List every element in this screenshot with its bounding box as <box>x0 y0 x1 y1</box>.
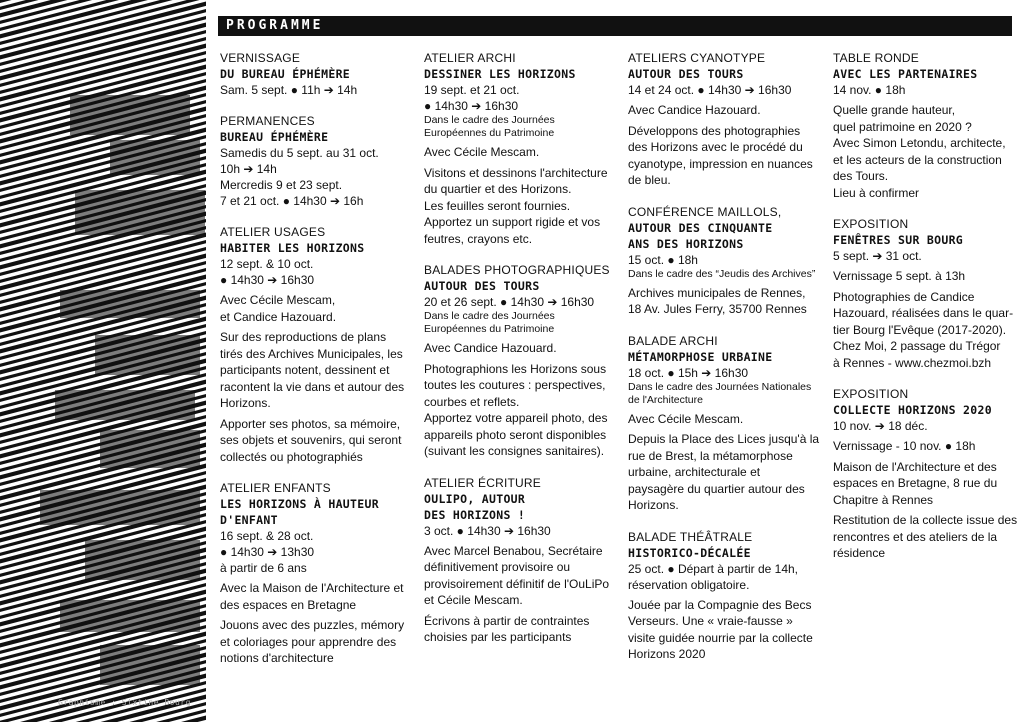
event-description-line: des Tours. <box>833 169 889 183</box>
event-category: ATELIER ÉCRITURE <box>424 475 541 490</box>
event-description <box>628 102 824 119</box>
event-date-line: 14 nov. ● 18h <box>833 83 906 97</box>
event-title <box>628 66 824 82</box>
event-description-line: définitivement provisoire ou <box>424 560 571 574</box>
event-description-line: Hazouard, réalisées dans le quar- <box>833 306 1014 320</box>
event-description <box>220 617 416 667</box>
event-description <box>833 268 1024 285</box>
event-title-line: HABITER LES HORIZONS <box>220 241 365 255</box>
event-description-line: Lieu à confirmer <box>833 185 920 200</box>
event-description-line: Apportez votre appareil photo, des <box>424 411 608 425</box>
event-description-line: Visitons et dessinons l'architecture <box>424 165 608 180</box>
event-title <box>424 491 620 523</box>
event-description-line: du quartier et des Horizons. <box>424 182 572 196</box>
event-title-line: AUTOUR DES TOURS <box>628 67 744 81</box>
event-description-line: Vernissage 5 sept. à 13h <box>833 269 966 283</box>
event-description-line: Jouée par la Compagnie des Becs <box>628 597 812 612</box>
event-note-line: Dans le cadre des Journées Nationales <box>628 380 812 393</box>
event-description-line: tirés des Archives Municipales, les <box>220 346 403 361</box>
event-description-line: Verseurs. Une « vraie-fausse » <box>628 614 793 628</box>
event-date-line: 3 oct. ● 14h30 ➔ 16h30 <box>424 523 551 538</box>
event-block <box>424 262 620 460</box>
event-description-line: racontent la vie dans et autour des <box>220 379 405 394</box>
event-title-line: FENÊTRES SUR BOURG <box>833 233 964 247</box>
event-description-line: Chapitre à Rennes <box>833 492 934 507</box>
event-description <box>833 289 1024 372</box>
event-date <box>220 145 416 209</box>
event-description-line: visite guidée nourrie par la collecte <box>628 630 813 645</box>
event-date <box>628 252 824 268</box>
event-description-line: Développons des photographies <box>628 123 801 138</box>
event-description-line: Avec Candice Hazouard. <box>424 341 557 355</box>
event-category: CONFÉRENCE MAILLOLS, <box>628 204 782 219</box>
event-title-line: AUTOUR DES TOURS <box>424 279 540 293</box>
event-block <box>220 224 416 465</box>
event-description-line: Avec Simon Letondu, architecte, <box>833 136 1006 150</box>
event-description-line: Photographies de Candice <box>833 289 975 304</box>
event-description-line: Quelle grande hauteur, <box>833 103 956 117</box>
programme-column <box>424 50 620 661</box>
event-description <box>220 580 416 613</box>
event-description-line: (suivant les consignes sanitaires). <box>424 444 605 458</box>
event-description-line: Apportez un support rigide et vos <box>424 215 601 229</box>
event-title <box>833 66 1024 82</box>
event-description-line: Avec Cécile Mescam. <box>628 411 744 426</box>
programme-header <box>218 16 1012 36</box>
event-date-line: 10h ➔ 14h <box>220 162 277 176</box>
event-description <box>220 416 416 466</box>
event-title-line: AVEC LES PARTENAIRES <box>833 67 978 81</box>
event-date <box>424 82 620 114</box>
event-description-line: paysagère du quartier autour des <box>628 481 805 496</box>
event-category: BALADE THÉÂTRALE <box>628 529 753 544</box>
programme-title: PROGRAMME <box>226 18 324 33</box>
event-description-line: Depuis la Place des Lices jusqu'à la <box>628 432 820 446</box>
event-description-line: choisies par les participants <box>424 630 572 644</box>
event-description-line: cyanotype, impression en nuances <box>628 156 813 171</box>
event-title <box>220 66 416 82</box>
event-description-line: Maison de l'Architecture et des <box>833 459 997 474</box>
event-description <box>424 340 620 357</box>
event-description-line: 18 Av. Jules Ferry, 35700 Rennes <box>628 302 807 316</box>
event-date-line: 7 et 21 oct. ● 14h30 ➔ 16h <box>220 194 364 208</box>
event-description-line: Jouons avec des puzzles, mémory <box>220 618 405 632</box>
event-block <box>628 50 824 189</box>
event-description-line: Avec la Maison de l'Architecture et <box>220 581 404 595</box>
event-description-line: tier Bourg l'Evêque (2017-2020). <box>833 322 1007 337</box>
event-description <box>424 361 620 460</box>
event-category: ATELIERS CYANOTYPE <box>628 51 766 65</box>
event-date <box>424 523 620 539</box>
event-date <box>424 294 620 310</box>
event-description <box>424 613 620 646</box>
event-description-line: de bleu. <box>628 173 671 187</box>
event-description-line: appareils photo seront disponibles <box>424 427 607 442</box>
event-description-line: Restitution de la collecte issue des <box>833 513 1018 527</box>
event-date-line: 16 sept. & 28 oct. <box>220 529 314 543</box>
event-date-line: 10 nov. ➔ 18 déc. <box>833 419 928 433</box>
event-description-line: Avec Marcel Benabou, Secrétaire <box>424 543 603 558</box>
event-block <box>628 204 824 318</box>
event-description <box>628 597 824 663</box>
event-description-line: quel patrimoine en 2020 ? <box>833 119 972 134</box>
event-date-line: ● 14h30 ➔ 16h30 <box>220 273 315 287</box>
event-description-line: des Horizons avec le procédé du <box>628 140 803 154</box>
event-description-line: participants notent, dessinent et <box>220 363 390 377</box>
event-block <box>628 529 824 663</box>
event-title-line: AUTOUR DES CINQUANTE <box>628 220 773 235</box>
event-date-line: Samedis du 5 sept. au 31 oct. <box>220 146 379 160</box>
striped-facade-image <box>0 0 206 722</box>
event-description-line: Vernissage - 10 nov. ● 18h <box>833 439 976 453</box>
event-category: ATELIER ARCHI <box>424 51 516 65</box>
event-description-line: Chez Moi, 2 passage du Trégor <box>833 339 1001 353</box>
event-date-line: 20 et 26 sept. ● 14h30 ➔ 16h30 <box>424 295 595 309</box>
event-title-line: HISTORICO-DÉCALÉE <box>628 545 751 560</box>
event-description-line: et Cécile Mescam. <box>424 593 523 607</box>
event-category: PERMANENCES <box>220 114 315 128</box>
event-description-line: Horizons 2020 <box>628 647 706 661</box>
event-description-line: provisoirement définitif de l'OuLiPo <box>424 576 610 591</box>
event-block <box>833 50 1024 201</box>
event-description-line: espaces en Bretagne, 8 rue du <box>833 476 998 490</box>
event-date-line: 15 oct. ● 18h <box>628 252 698 267</box>
event-block <box>628 333 824 514</box>
event-description-line: toutes les coutures : perspectives, <box>424 378 606 392</box>
event-description-line: Sur des reproductions de plans <box>220 330 387 344</box>
event-title <box>833 402 1024 418</box>
event-block <box>833 216 1024 371</box>
event-date <box>220 256 416 288</box>
event-date-line: réservation obligatoire. <box>628 577 750 592</box>
event-description-line: Horizons. <box>220 396 271 410</box>
event-note-line: Dans le cadre des “Jeudis des Archives” <box>628 267 816 280</box>
building-photo <box>0 0 206 722</box>
event-date <box>628 82 824 98</box>
event-category: EXPOSITION <box>833 387 909 401</box>
event-description-line: des espaces en Bretagne <box>220 597 357 612</box>
event-title-line: LES HORIZONS À HAUTEUR <box>220 497 379 511</box>
event-title <box>424 278 620 294</box>
event-description <box>220 329 416 412</box>
event-title <box>628 220 824 252</box>
event-description <box>628 411 824 428</box>
event-date-line: 5 sept. ➔ 31 oct. <box>833 249 922 263</box>
event-note-line: Dans le cadre des Journées <box>424 310 555 322</box>
event-note <box>628 268 824 281</box>
event-description <box>220 292 416 325</box>
event-title-line: DU BUREAU ÉPHÉMÈRE <box>220 67 351 81</box>
event-description-line: Archives municipales de Rennes, <box>628 285 806 300</box>
event-description <box>628 123 824 189</box>
event-category: ATELIER USAGES <box>220 225 326 239</box>
event-title-line: COLLECTE HORIZONS 2020 <box>833 403 992 417</box>
event-description-line: Les feuilles seront fournies. <box>424 198 571 213</box>
event-description-line: résidence <box>833 546 886 560</box>
event-block <box>424 50 620 247</box>
event-description <box>833 459 1024 509</box>
event-title <box>628 349 824 365</box>
event-note <box>424 310 620 336</box>
event-date-line: Sam. 5 sept. ● 11h ➔ 14h <box>220 83 358 97</box>
event-description <box>628 285 824 318</box>
event-date-line: ● 14h30 ➔ 13h30 <box>220 545 315 559</box>
programme-column <box>833 50 1024 577</box>
event-date <box>628 561 824 593</box>
event-title-line: DESSINER LES HORIZONS <box>424 67 576 81</box>
event-category: EXPOSITION <box>833 217 909 231</box>
event-category: BALADE ARCHI <box>628 333 718 348</box>
event-description <box>424 144 620 161</box>
event-title-line: MÉTAMORPHOSE URBAINE <box>628 349 773 364</box>
event-description-line: Avec Cécile Mescam, <box>220 293 336 307</box>
programme-column <box>628 50 824 678</box>
event-title-line: BUREAU ÉPHÉMÈRE <box>220 130 329 144</box>
event-block <box>220 50 416 98</box>
event-title <box>833 232 1024 248</box>
event-description <box>628 431 824 514</box>
event-block <box>220 480 416 667</box>
event-note <box>628 381 824 407</box>
event-block <box>424 475 620 646</box>
event-note <box>424 114 620 140</box>
event-note-line: de l'Architecture <box>628 393 703 406</box>
event-description-line: courbes et reflets. <box>424 394 520 409</box>
event-title <box>628 545 824 561</box>
event-date-line: ● 14h30 ➔ 16h30 <box>424 99 519 113</box>
event-description-line: à Rennes - www.chezmoi.bzh <box>833 355 992 370</box>
event-description-line: et les acteurs de la construction <box>833 152 1002 167</box>
event-description <box>424 165 620 248</box>
event-description-line: Écrivons à partir de contraintes <box>424 613 590 628</box>
event-date-line: 12 sept. & 10 oct. <box>220 257 314 271</box>
event-date <box>833 248 1024 264</box>
event-note-line: Européennes du Patrimoine <box>424 127 555 139</box>
event-description <box>833 102 1024 201</box>
event-note-line: Dans le cadre des Journées <box>424 114 555 126</box>
event-date <box>833 418 1024 434</box>
event-date-line: à partir de 6 ans <box>220 561 307 575</box>
event-title <box>220 240 416 256</box>
event-description-line: rue de Brest, la métamorphose <box>628 448 793 463</box>
event-description-line: urbaine, architecturale et <box>628 465 761 479</box>
event-date-line: 14 et 24 oct. ● 14h30 ➔ 16h30 <box>628 83 792 97</box>
photo-credit: Graphisme : Sixtine Bourg <box>58 698 191 707</box>
event-description-line: Avec Cécile Mescam. <box>424 145 540 159</box>
event-title-line: DES HORIZONS ! <box>424 507 526 522</box>
event-title <box>424 66 620 82</box>
event-date <box>220 82 416 98</box>
event-date-line: 25 oct. ● Départ à partir de 14h, <box>628 561 799 576</box>
event-date-line: 18 oct. ● 15h ➔ 16h30 <box>628 365 749 380</box>
event-description <box>424 543 620 609</box>
event-description-line: rencontres et des ateliers de la <box>833 529 998 544</box>
programme-column <box>220 50 416 682</box>
event-description-line: feutres, crayons etc. <box>424 231 533 246</box>
event-description-line: ses objets et souvenirs, qui seront <box>220 433 402 447</box>
event-description-line: Horizons. <box>628 498 679 512</box>
event-description <box>833 512 1024 562</box>
event-description-line: Apporter ses photos, sa mémoire, <box>220 416 401 431</box>
event-title-line: D'ENFANT <box>220 513 278 527</box>
event-description-line: Photographions les Horizons sous <box>424 361 607 376</box>
event-category: ATELIER ENFANTS <box>220 481 331 495</box>
event-description-line: et Candice Hazouard. <box>220 309 337 324</box>
event-date <box>220 528 416 576</box>
event-date-line: Mercredis 9 et 23 sept. <box>220 178 343 192</box>
event-title-line: ANS DES HORIZONS <box>628 236 744 251</box>
event-block <box>220 113 416 209</box>
event-title <box>220 496 416 528</box>
event-description-line: Avec Candice Hazouard. <box>628 103 761 117</box>
event-title-line: OULIPO, AUTOUR <box>424 491 526 506</box>
event-block <box>833 386 1024 562</box>
event-date <box>628 365 824 381</box>
event-note-line: Européennes du Patrimoine <box>424 323 555 335</box>
event-category: VERNISSAGE <box>220 51 301 65</box>
event-category: TABLE RONDE <box>833 51 919 65</box>
event-date <box>833 82 1024 98</box>
event-description-line: notions d'architecture <box>220 651 334 665</box>
event-description-line: et coloriages pour apprendre des <box>220 634 397 649</box>
event-description-line: collectés ou photographiés <box>220 449 363 464</box>
event-title <box>220 129 416 145</box>
event-description <box>833 438 1024 455</box>
event-date-line: 19 sept. et 21 oct. <box>424 83 520 97</box>
event-category: BALADES PHOTOGRAPHIQUES <box>424 263 610 277</box>
